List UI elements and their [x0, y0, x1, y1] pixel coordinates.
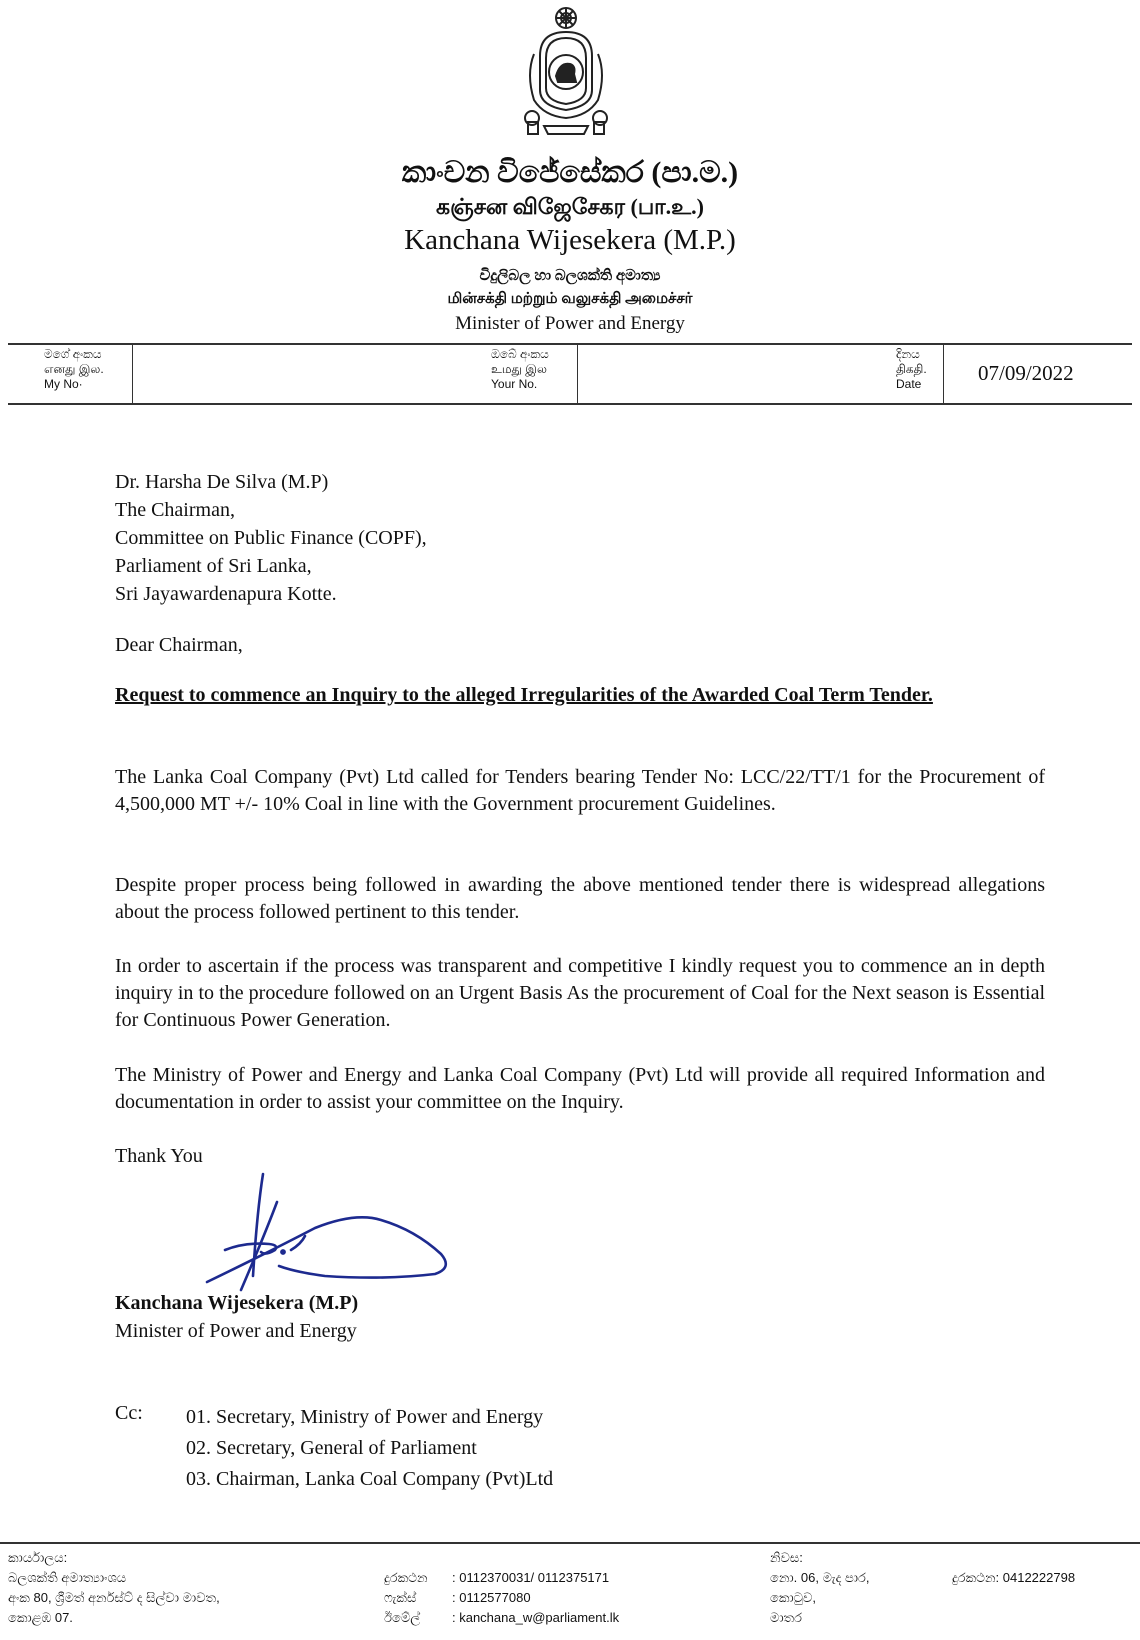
state-emblem-icon — [520, 4, 612, 138]
residence-line: කොටුව, — [770, 1590, 816, 1605]
contact-fax: : 0112577080 — [452, 1590, 531, 1605]
divider — [577, 345, 578, 403]
body-paragraph: Despite proper process being followed in awarding the above mentioned tender there is widespread allegations about the process followed pertinent to this tender. — [115, 874, 1045, 923]
recipient-line: Committee on Public Finance (COPF), — [115, 527, 427, 549]
closing: Thank You — [115, 1145, 203, 1167]
contact-label-email: ඊමේල් — [384, 1610, 421, 1625]
cc-item: 01. Secretary, Ministry of Power and Energy — [186, 1406, 544, 1428]
letterhead-name-english: Kanchana Wijesekera (M.P.) — [404, 224, 736, 256]
residence-line: නො. 06, මැද පාර, — [770, 1570, 870, 1585]
letterhead-name-tamil: கஞ்சன விஜேசேகர (பா.உ.) — [436, 194, 704, 219]
reference-bar — [8, 343, 1132, 405]
office-line: බලශක්ති අමාත්‍යාංශය — [8, 1570, 127, 1585]
contact-label-fax: ෆැක්ස් — [384, 1590, 417, 1605]
cc-label: Cc: — [115, 1402, 143, 1424]
signature-icon — [205, 1172, 455, 1296]
contact-label-phone: දුරකථන — [384, 1570, 428, 1585]
my-no-label-tamil: எனது இல. — [44, 362, 104, 376]
cc-item: 03. Chairman, Lanka Coal Company (Pvt)Ltd — [186, 1468, 554, 1490]
recipient-line: Dr. Harsha De Silva (M.P) — [115, 471, 329, 493]
your-no-label-english: Your No. — [491, 377, 538, 391]
contact-email[interactable]: : kanchana_w@parliament.lk — [452, 1610, 620, 1625]
your-no-label — [491, 347, 549, 392]
divider — [132, 345, 133, 403]
contact-phone: : 0112370031/ 0112375171 — [452, 1570, 610, 1585]
subject-line: Request to commence an Inquiry to the alleged Irregularities of the Awarded Coal Term Tender. — [115, 684, 933, 706]
divider — [943, 345, 944, 403]
body-paragraph: The Lanka Coal Company (Pvt) Ltd called for Tenders bearing Tender No: LCC/22/TT/1 for the Procurement of 4,500,000 MT +/- 10% Coal in line with the Government procurement Guidelines. — [115, 766, 1045, 815]
recipient-line: Parliament of Sri Lanka, — [115, 555, 312, 577]
footer-contact-values — [452, 1568, 619, 1628]
cc-list — [186, 1402, 553, 1495]
my-no-label-english: My No· — [44, 377, 83, 391]
salutation: Dear Chairman, — [115, 634, 243, 656]
footer-contact-labels — [384, 1568, 428, 1628]
my-no-label — [44, 347, 104, 392]
letterhead-title-english: Minister of Power and Energy — [455, 313, 685, 334]
date-label-sinhala: දිනය — [896, 347, 920, 361]
your-no-label-tamil: உமது இல — [491, 362, 547, 376]
residence-phone: දුරකථන: 0412222798 — [952, 1570, 1076, 1585]
recipient-address — [115, 468, 427, 608]
letter-date: 07/09/2022 — [978, 361, 1074, 385]
date-label-tamil: திகதி. — [896, 362, 927, 376]
date-label-english: Date — [896, 377, 922, 391]
footer-office — [8, 1548, 220, 1628]
residence-label: නිවස: — [770, 1550, 803, 1565]
my-no-label-sinhala: මගේ අංකය — [44, 347, 102, 361]
date-label — [896, 347, 927, 392]
recipient-line: Sri Jayawardenapura Kotte. — [115, 583, 337, 605]
letterhead-title-tamil: மின்சக்தி மற்றும் வலுசக்தி அமைச்சர் — [447, 291, 693, 307]
cc-item: 02. Secretary, General of Parliament — [186, 1437, 477, 1459]
signatory-title: Minister of Power and Energy — [115, 1320, 357, 1342]
office-label: කාර්යාලය: — [8, 1550, 68, 1565]
footer-residence — [770, 1548, 870, 1628]
letterhead-name-sinhala: කාංචන විජේසේකර (පා.ම.) — [401, 156, 739, 189]
body-paragraph: In order to ascertain if the process was transparent and competitive I kindly request you to commence an in depth inquiry in to the procedure followed on an Urgent Basis As the procurement of Coal for the Next season is Essential for Continuous Power Generation. — [115, 955, 1045, 1031]
recipient-line: The Chairman, — [115, 499, 235, 521]
signatory-name: Kanchana Wijesekera (M.P) — [115, 1292, 359, 1314]
office-line: කොළඹ 07. — [8, 1610, 73, 1625]
office-line: අංක 80, ශ්‍රීමත් අර්නස්ට් ද සිල්වා මාවත, — [8, 1590, 220, 1605]
your-no-label-sinhala: ඔබේ අංකය — [491, 347, 549, 361]
body-paragraph: The Ministry of Power and Energy and Lanka Coal Company (Pvt) Ltd will provide all required Information and documentation in order to assist your committee on the Inquiry. — [115, 1064, 1045, 1113]
residence-line: මාතර — [770, 1610, 803, 1625]
letterhead-title-sinhala: විදුලිබල හා බලශක්ති අමාත්‍ය — [479, 268, 661, 284]
footer-divider — [0, 1542, 1140, 1544]
